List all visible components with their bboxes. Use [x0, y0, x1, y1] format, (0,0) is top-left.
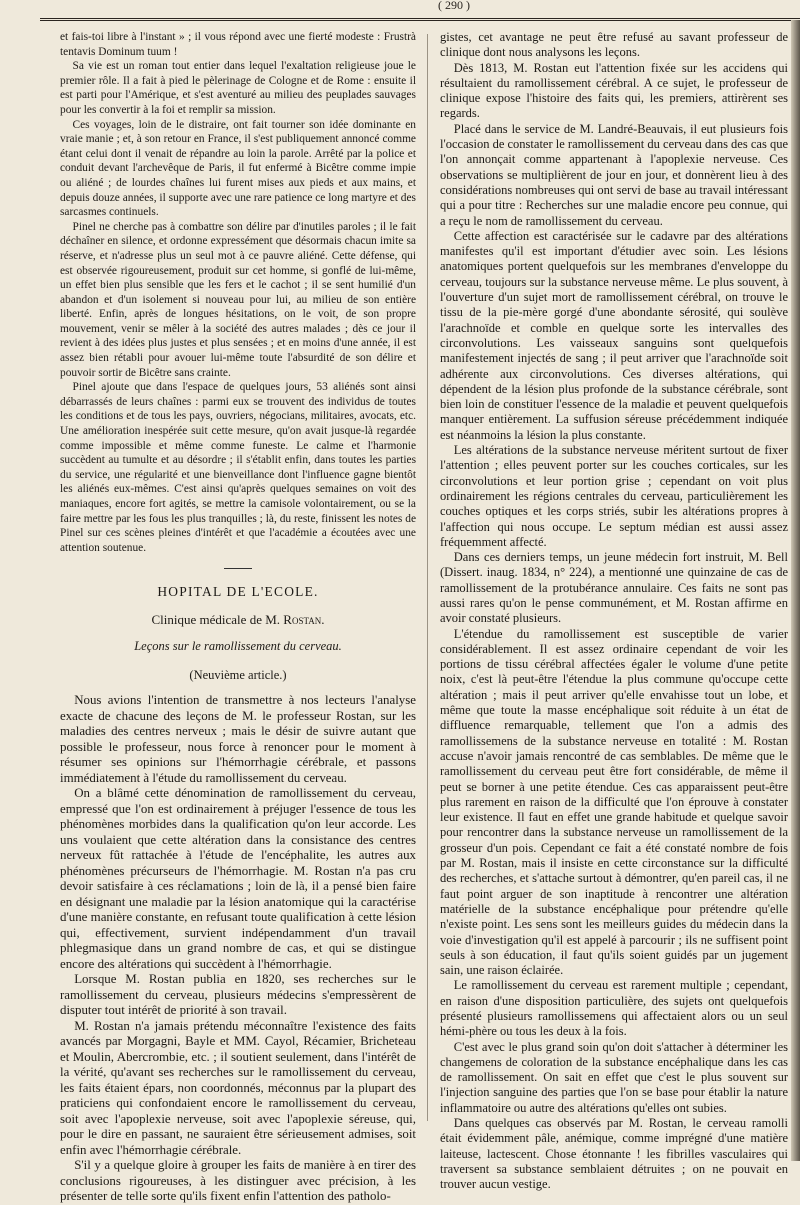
paragraph: L'étendue du ramollissement est susceptible de varier considérablement. Il est assez ordinaire cependant de voir les portions de tissu cérébral affectées égaler le volume d'une petite noix, c'est là peut-être l'étendue la plus commune qu'occupe cette altération ; mais il peut arriver qu'elle envahisse tout un lobe, et même que toute la masse encéphalique soit réduite à un état de diffluence remarquable, tellement que l'on a admis des ramollissemens de la substance nerveuse en totalité : M. Rostan accuse n'avoir jamais rencontré de cas semblables. De même que le ramollissement du cerveau peut être fort considérable, de même il peut se borner à une petite étendue. Ces cas apparaissent peut-être plus rarement en raison de la difficulté que l'on éprouve à constater leur existence. Il faut en effet une grande habitude et quelque savoir pour rencontrer dans la substance nerveuse un ramollissement de la grosseur d'un pois. Cependant ce fait a été constaté nombre de fois par M. Rostan, mais il insiste en cette circonstance sur la difficulté des recherches, et s'attache surtout à démontrer, qu'en pareil cas, il ne faut point arguer de son inaptitude à rencontrer une altération matérielle de la substance encéphalique pour prétendre qu'elle n'existe point. Les sens sont les meilleurs guides du médecin dans la voie d'investigation qu'il est appelé à parcourir ; ils ne suffisent point seuls à son éducation, il faut qu'ils soient guidés par un jugement sain, une raison éclairée.: [440, 626, 788, 978]
paragraph: gistes, cet avantage ne peut être refusé au savant professeur de clinique dont nous analysons les leçons.: [440, 30, 788, 60]
section-rule: [224, 568, 252, 569]
top-border: [40, 0, 800, 21]
clinic-prefix: Clinique médicale de M.: [151, 611, 284, 627]
paragraph: Nous avions l'intention de transmettre à nos lecteurs l'analyse exacte de chacune des leçons de M. le professeur Rostan, sur les maladies des centres nerveux ; mais le désir de suivre autant que possible le professeur, nous force à renoncer pour le moment à résumer ses opinions sur l'hémorrhagie cérébrale, et passons immédiatement à l'étude du ramollissement du cerveau.: [60, 693, 416, 785]
right-column: [440, 30, 788, 1193]
paragraph: Le ramollissement du cerveau est rarement multiple ; cependant, en raison d'une disposition particulière, des sujets ont quelquefois présenté plusieurs ramollissemens qui affectaient alors ou un seul hémi-phère ou tous les deux à la fois.: [440, 978, 788, 1039]
paragraph: Pinel ne cherche pas à combattre son délire par d'inutiles paroles ; il le fait déchaîner en silence, et ordonne expressément que désormais chacun imite sa réserve, et n'adresse plus un seul mot à ce pauvre aliéné. Cette défense, qui est observée rigoureusement, produit sur cet homme, si gonflé de lui-même, un effet bien plus sensible que les fers et le cachot ; il se sent humilié d'un abandon et d'un isolement si nouveau pour lui, au milieu de son entière liberté. Enfin, après de longues hésitations, on le voit, de son propre mouvement, venir se mêler à la société des autres malades ; dès ce jour il revient à des idées plus justes et plus sensées ; et en moins d'une année, il est assez bien rétabli pour avouer lui-même toute l'absurdité de son délire et pouvoir sortir de Bicêtre sans crainte.: [60, 220, 416, 379]
paragraph: Dans quelques cas observés par M. Rostan, le cerveau ramolli était évidemment pâle, anémique, comme imprégné d'une matière laiteuse, lactescent. Chose étonnante ! les fibrilles vasculaires qui traversent sa substance semblaient détruites ; on ne pouvait en trouver aucun vestige.: [440, 1116, 788, 1192]
paragraph: M. Rostan n'a jamais prétendu méconnaître l'existence des faits avancés par Morgagni, Bayle et MM. Cayol, Récamier, Bricheteau et Moulin, Abercrombie, etc. ; il soutient seulement, dans l'intérêt de la vérité, qu'avant ses recherches sur le ramollissement du cerveau, les faits étaient épars, non coordonnés, méconnus par la plupart des praticiens qui confondaient encore le ramollissement du cerveau, soit avec l'apoplexie nerveuse, soit avec l'apoplexie séreuse, qui, pour le dire en passant, ne sauraient être sérieusement admises, soit enfin avec l'hémorrhagie cérébrale.: [60, 1018, 416, 1157]
paragraph: Dans ces derniers temps, un jeune médecin fort instruit, M. Bell (Dissert. inaug. 1834, n° 224), a mentionné une quinzaine de cas de ramollissement de la protubérance annulaire. Ces faits ne sont pas aussi rares qu'on le pense communément, et M. Rostan affirme en avoir constaté plusieurs.: [440, 550, 788, 626]
left-column: [60, 30, 416, 1205]
column-divider: [427, 34, 428, 1121]
page-edge: [791, 20, 800, 1161]
article-body: [60, 693, 416, 1205]
paragraph: Sa vie est un roman tout entier dans lequel l'exaltation religieuse joue le premier rôle. Il a fait à pied le pèlerinage de Cologne et de Rome : ensuite il est parti pour l'Amérique, et s'est aventuré au milieu des peuplades sauvages pour les convertir à la foi et remplir sa mission.: [60, 60, 416, 116]
paragraph: Dès 1813, M. Rostan eut l'attention fixée sur les accidens qui résultaient du ramollissement cérébral. A ce sujet, le professeur de clinique expose l'histoire des faits qui, les premiers, attirèrent ses regards.: [440, 60, 788, 121]
paragraph: Pinel ajoute que dans l'espace de quelques jours, 53 aliénés sont ainsi débarrassés de leurs chaînes : parmi eux se trouvent des individus de toutes les conditions et de tous les pays, ouvriers, négocians, militaires, avocats, etc. Une amélioration inespérée suit cette mesure, qu'on avait jusque-là regardée comme impossible et même comme funeste. Le calme et l'harmonie succèdent au tumulte et au désordre ; il s'établit enfin, dans toutes les parties du service, une régularité et une bienveillance dont l'influence gagne bientôt les aliénés eux-mêmes. C'est ainsi qu'après quelques semaines on voit des maniaques, encore fort agités, se mettre la camisole volontairement, ou se la faire mettre par les fous les plus tranquilles ; là, du reste, finissent les notes de Pinel sur ces scènes pleines d'intérêt et que l'académie a écoutées avec une attention soutenue.: [60, 381, 416, 554]
paragraph: Placé dans le service de M. Landré-Beauvais, il eut plusieurs fois l'occasion de constater le ramollissement du cerveau dans des cas que l'on annonçait comme appartenant à l'apoplexie nerveuse. Ces observations se multiplièrent de jour en jour, et donnèrent lieu à des considérations nombreuses qui ont servi de base au travail intéressant qui a pour titre : Recherches sur une maladie encore peu connue, qui a reçu le nom de ramollissement du cerveau.: [440, 121, 788, 228]
lecture-title: Leçons sur le ramollissement du cerveau.: [134, 638, 342, 653]
paragraph: Ces voyages, loin de le distraire, ont fait tourner son idée dominante en vraie manie ; et, à son retour en France, il s'est publiquement annoncé comme étant celui dont il venait de répandre au loin la parole. Arrêté par la police et conduit devant l'archevêque de Paris, il fut enfermé à Bicêtre comme impie ou aliéné ; de lourdes chaînes lui furent mises aux pieds et aux mains, et depuis douze années, il supporte avec une rare patience ce long martyre et des sarcasmes continuels.: [60, 118, 416, 219]
paragraph: Les altérations de la substance nerveuse méritent surtout de fixer l'attention ; elles peuvent porter sur les couches corticales, sur les circonvolutions et leur portion grise ; cependant on voit plus ordinairement les régions centrales du cerveau, particulièrement les couches optiques et les corps striés, subir les altérations propres à l'affection qui nous occupe. Le septum médian est aussi assez fréquemment affecté.: [440, 443, 788, 549]
paragraph: Lorsque M. Rostan publia en 1820, ses recherches sur le ramollissement du cerveau, plusieurs médecins s'empressèrent de disputer tout intérêt de priorité à son travail.: [60, 972, 416, 1017]
opening-paragraph: et fais-toi libre à l'instant » ; il vous répond avec une fierté modeste : Frustrà tentavis Dominum tuum !: [60, 31, 416, 58]
page-number: ( 290 ): [438, 0, 470, 12]
paragraph: On a blâmé cette dénomination de ramollissement du cerveau, empressé que l'on est ordinairement à préjuger l'essence de tous les phénomènes morbides dans la qualification qu'on leur accorde. Les uns voulaient que cette altération dans la consistance des centres nerveux fût rattachée à l'étude de l'encéphalite, les autres aux phénomènes précurseurs de l'hémorrhagie. M. Rostan n'a pas cru devoir satisfaire à ces réclamations ; loin de là, il a pensé bien faire en désignant une maladie par la lésion anatomique qui la caractérise d'une manière constante, en refusant toute qualification à cette lésion qui, effectivement, survient indépendamment d'un travail phlegmasique dans un grand nombre de cas, et qui se distingue encore des altérations qui succèdent à l'hémorrhagie.: [60, 786, 416, 971]
paragraph: Cette affection est caractérisée sur le cadavre par des altérations manifestes qu'il est important d'étudier avec soin. Les lésions anatomiques portent quelquefois sur les membranes d'enveloppe du cerveau, toujours sur la substance nerveuse même. Le plus souvent, à l'ouverture d'un sujet mort de ramollissement cérébral, on trouve le tissu de la pie-mère gorgé d'une abondante sérosité, qui soulève l'arachnoïde et comble en quelque sorte les intervalles des circonvolutions. Les vaisseaux sanguins sont quelquefois manifestement injectés de sang ; il peut arriver que l'arachnoïde soit adhérente aux circonvolutions. Ces diverses altérations, qui dépendent de la lésion plus profonde de la substance cérébrale, sont bien loin de constituer l'essence de la maladie et peuvent quelquefois manquer entièrement. La suffusion séreuse précédemment indiquée est néanmoins la lésion la plus constante.: [440, 228, 788, 442]
article-number: (Neuvième article.): [189, 667, 287, 682]
clinic-name: Rostan.: [283, 611, 325, 627]
paragraph: S'il y a quelque gloire à grouper les faits de manière à en tirer des conclusions rigoureuses, à les distinguer avec précision, à les présenter de telle sorte qu'ils fixent enfin l'attention des patholo-: [60, 1158, 416, 1203]
clinic-subheading: [60, 612, 416, 627]
section-heading: HOPITAL DE L'ECOLE.: [157, 584, 319, 600]
paragraph: C'est avec le plus grand soin qu'on doit s'attacher à déterminer les changemens de coloration de la substance encéphalique dans les cas de ramollissement. On sait en effet que c'est le plus souvent sur l'injection sanguine des parties que l'on se base pour établir la nature inflammatoire ou autre des altérations qu'elles ont subies.: [440, 1039, 788, 1115]
